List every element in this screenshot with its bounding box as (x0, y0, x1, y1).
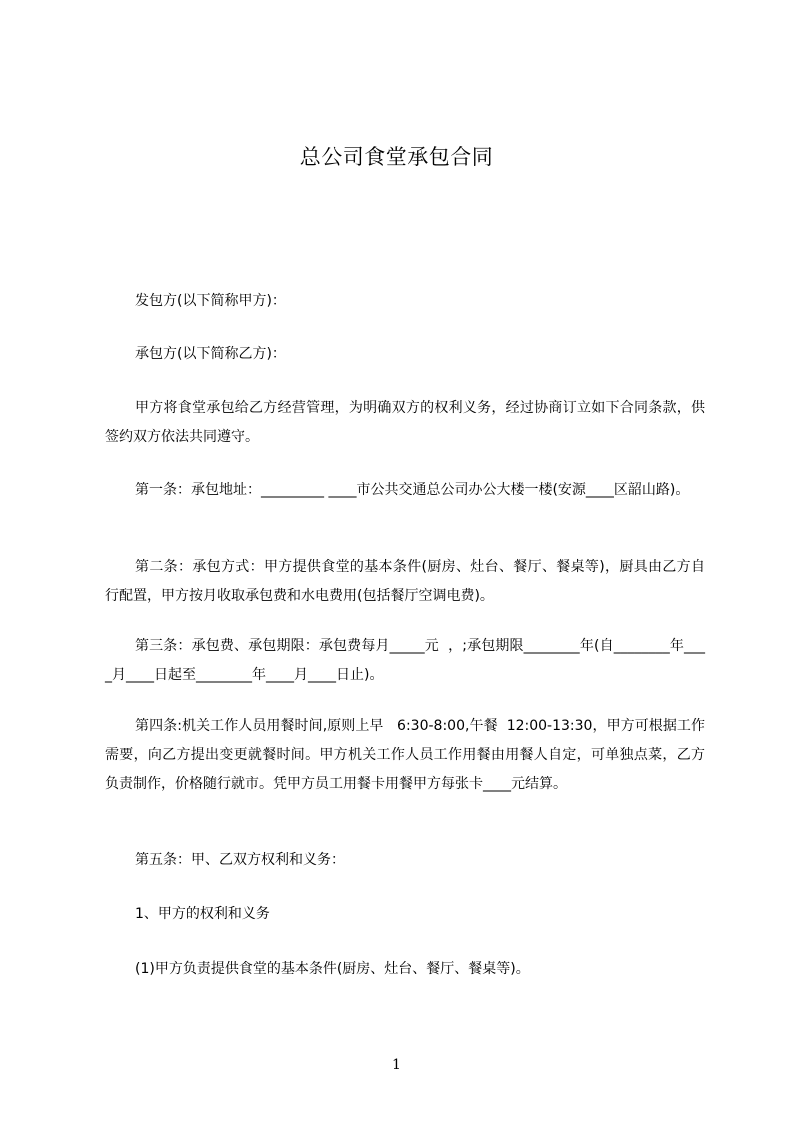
preamble-paragraph: 甲方将食堂承包给乙方经营管理，为明确双方的权利义务，经过协商订立如下合同条款，供签约双方依法共同遵守。 (105, 400, 705, 445)
article-4-paragraph: 第四条:机关工作人员用餐时间,原则上早 6:30-8:00,午餐 12:00-13:30，甲方可根据工作需要，向乙方提出变更就餐时间。甲方机关工作人员工作用餐由用餐人自定，可单独点菜，乙方负责制作，价格随行就市。凭甲方员工用餐卡用餐甲方每张卡____元结算。 (105, 718, 705, 792)
page-number: 1 (392, 1057, 401, 1073)
item-1-paragraph: (1)甲方负责提供食堂的基本条件(厨房、灶台、餐厅、餐桌等)。 (135, 961, 530, 977)
party-a-line: 发包方(以下简称甲方)： (135, 293, 286, 309)
party-b-line: 承包方(以下简称乙方)： (135, 346, 286, 362)
article-3-paragraph: 第三条：承包费、承包期限：承包费每月_____元 ，;承包期限________年(自________年____月____日起至________年____月____日止)。 (105, 638, 705, 683)
document-title: 总公司食堂承包合同 (299, 145, 494, 169)
article-2-paragraph: 第二条：承包方式：甲方提供食堂的基本条件(厨房、灶台、餐厅、餐桌等)，厨具由乙方自行配置，甲方按月收取承包费和水电费用(包括餐厅空调电费)。 (105, 559, 705, 604)
article-5-paragraph: 第五条：甲、乙双方权利和义务： (135, 852, 345, 868)
section-1-heading: 1、甲方的权利和义务 (135, 906, 270, 922)
article-1-paragraph: 第一条：承包地址：_________ ____市公共交通总公司办公大楼一楼(安源____区韶山路)。 (135, 482, 690, 498)
